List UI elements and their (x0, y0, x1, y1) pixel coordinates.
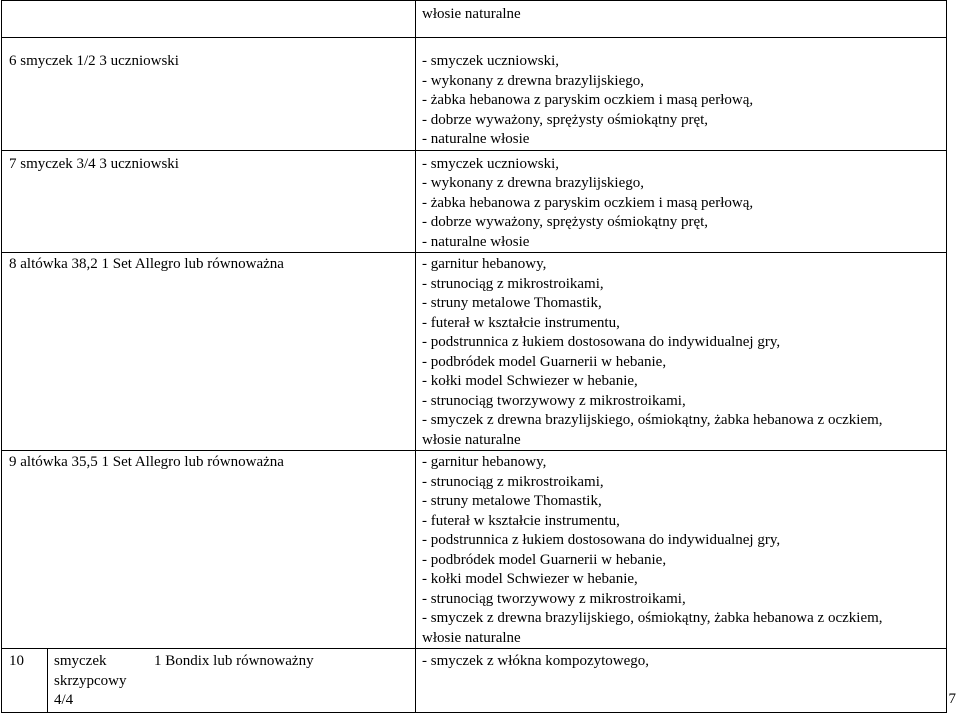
description-line: - smyczek z włókna kompozytowego, (422, 653, 650, 669)
table-cell-description (416, 1, 947, 38)
table-cell-item (2, 150, 416, 253)
item-name-line: smyczek (54, 653, 107, 669)
product-table (1, 0, 947, 713)
description-line: - wykonany z drewna brazylijskiego, (422, 72, 645, 89)
description-line: - strunociąg tworzywowy z mikrostroikami, (422, 590, 686, 607)
item-summary: 9 altówka 35,5 1 Set Allegro lub równoważna (9, 454, 284, 470)
description-line: - garnitur hebanowy, (422, 256, 547, 272)
table-cell-item (2, 253, 416, 451)
description-line: - podbródek model Guarnerii w hebanie, (422, 353, 667, 370)
item-quantity-model: 1 Bondix lub równoważny (154, 653, 314, 669)
description-line: - futerał w kształcie instrumentu, (422, 314, 620, 331)
description-line: - smyczek z drewna brazylijskiego, ośmiokątny, żabka hebanowa z oczkiem, (422, 412, 883, 428)
description-line: - wykonany z drewna brazylijskiego, (422, 175, 645, 191)
description-line: - smyczek uczniowski, (422, 53, 560, 69)
page-number: 7 (948, 691, 956, 707)
description-line: - kołki model Schwiezer w hebanie, (422, 373, 638, 389)
description-line: - smyczek uczniowski, (422, 155, 560, 172)
description-line: - podstrunnica z łukiem dostosowana do indywidualnej gry, (422, 532, 781, 548)
item-summary: 8 altówka 38,2 1 Set Allegro lub równoważna (9, 256, 284, 272)
table-cell-description (416, 253, 947, 451)
item-number: 10 (9, 653, 24, 669)
table-cell-item (2, 451, 416, 649)
item-summary: 7 smyczek 3/4 3 uczniowski (9, 155, 179, 172)
item-name-line: skrzypcowy (54, 672, 127, 689)
table-row (2, 1, 947, 38)
description-line: - kołki model Schwiezer w hebanie, (422, 571, 638, 587)
description-line: - garnitur hebanowy, (422, 454, 547, 470)
table-cell-item (2, 38, 416, 151)
table-cell-empty (2, 1, 416, 38)
description-line: włosie naturalne (422, 6, 521, 22)
description-line: - żabka hebanowa z paryskim oczkiem i masą perłową, (422, 194, 754, 211)
description-line: - naturalne włosie (422, 233, 530, 250)
description-line: - smyczek z drewna brazylijskiego, ośmiokątny, żabka hebanowa z oczkiem, (422, 610, 883, 626)
description-line: - naturalne włosie (422, 131, 530, 147)
table-cell-item (48, 649, 416, 713)
description-line: włosie naturalne (422, 431, 521, 448)
description-line: - struny metalowe Thomastik, (422, 493, 602, 509)
description-line: - futerał w kształcie instrumentu, (422, 512, 620, 529)
table-row (2, 649, 947, 713)
table-cell-description (416, 451, 947, 649)
description-line: - strunociąg z mikrostroikami, (422, 275, 604, 292)
table-cell-description (416, 38, 947, 151)
table-row (2, 38, 947, 151)
table-row (2, 253, 947, 451)
description-line: - strunociąg z mikrostroikami, (422, 473, 604, 490)
description-line: - podbródek model Guarnerii w hebanie, (422, 551, 667, 568)
description-line: - strunociąg tworzywowy z mikrostroikami, (422, 392, 686, 409)
description-line: - dobrze wyważony, sprężysty ośmiokątny pręt, (422, 111, 709, 128)
table-row (2, 150, 947, 253)
item-summary: 6 smyczek 1/2 3 uczniowski (9, 53, 179, 69)
table-cell-description (416, 150, 947, 253)
item-name-line: 4/4 (54, 692, 74, 708)
description-line: - podstrunnica z łukiem dostosowana do indywidualnej gry, (422, 334, 781, 350)
table-cell-description (416, 649, 947, 713)
table-cell-number (2, 649, 48, 713)
table-row (2, 451, 947, 649)
description-line: - żabka hebanowa z paryskim oczkiem i masą perłową, (422, 92, 754, 108)
description-line: - dobrze wyważony, sprężysty ośmiokątny pręt, (422, 214, 709, 230)
description-line: włosie naturalne (422, 629, 521, 646)
description-line: - struny metalowe Thomastik, (422, 295, 602, 311)
